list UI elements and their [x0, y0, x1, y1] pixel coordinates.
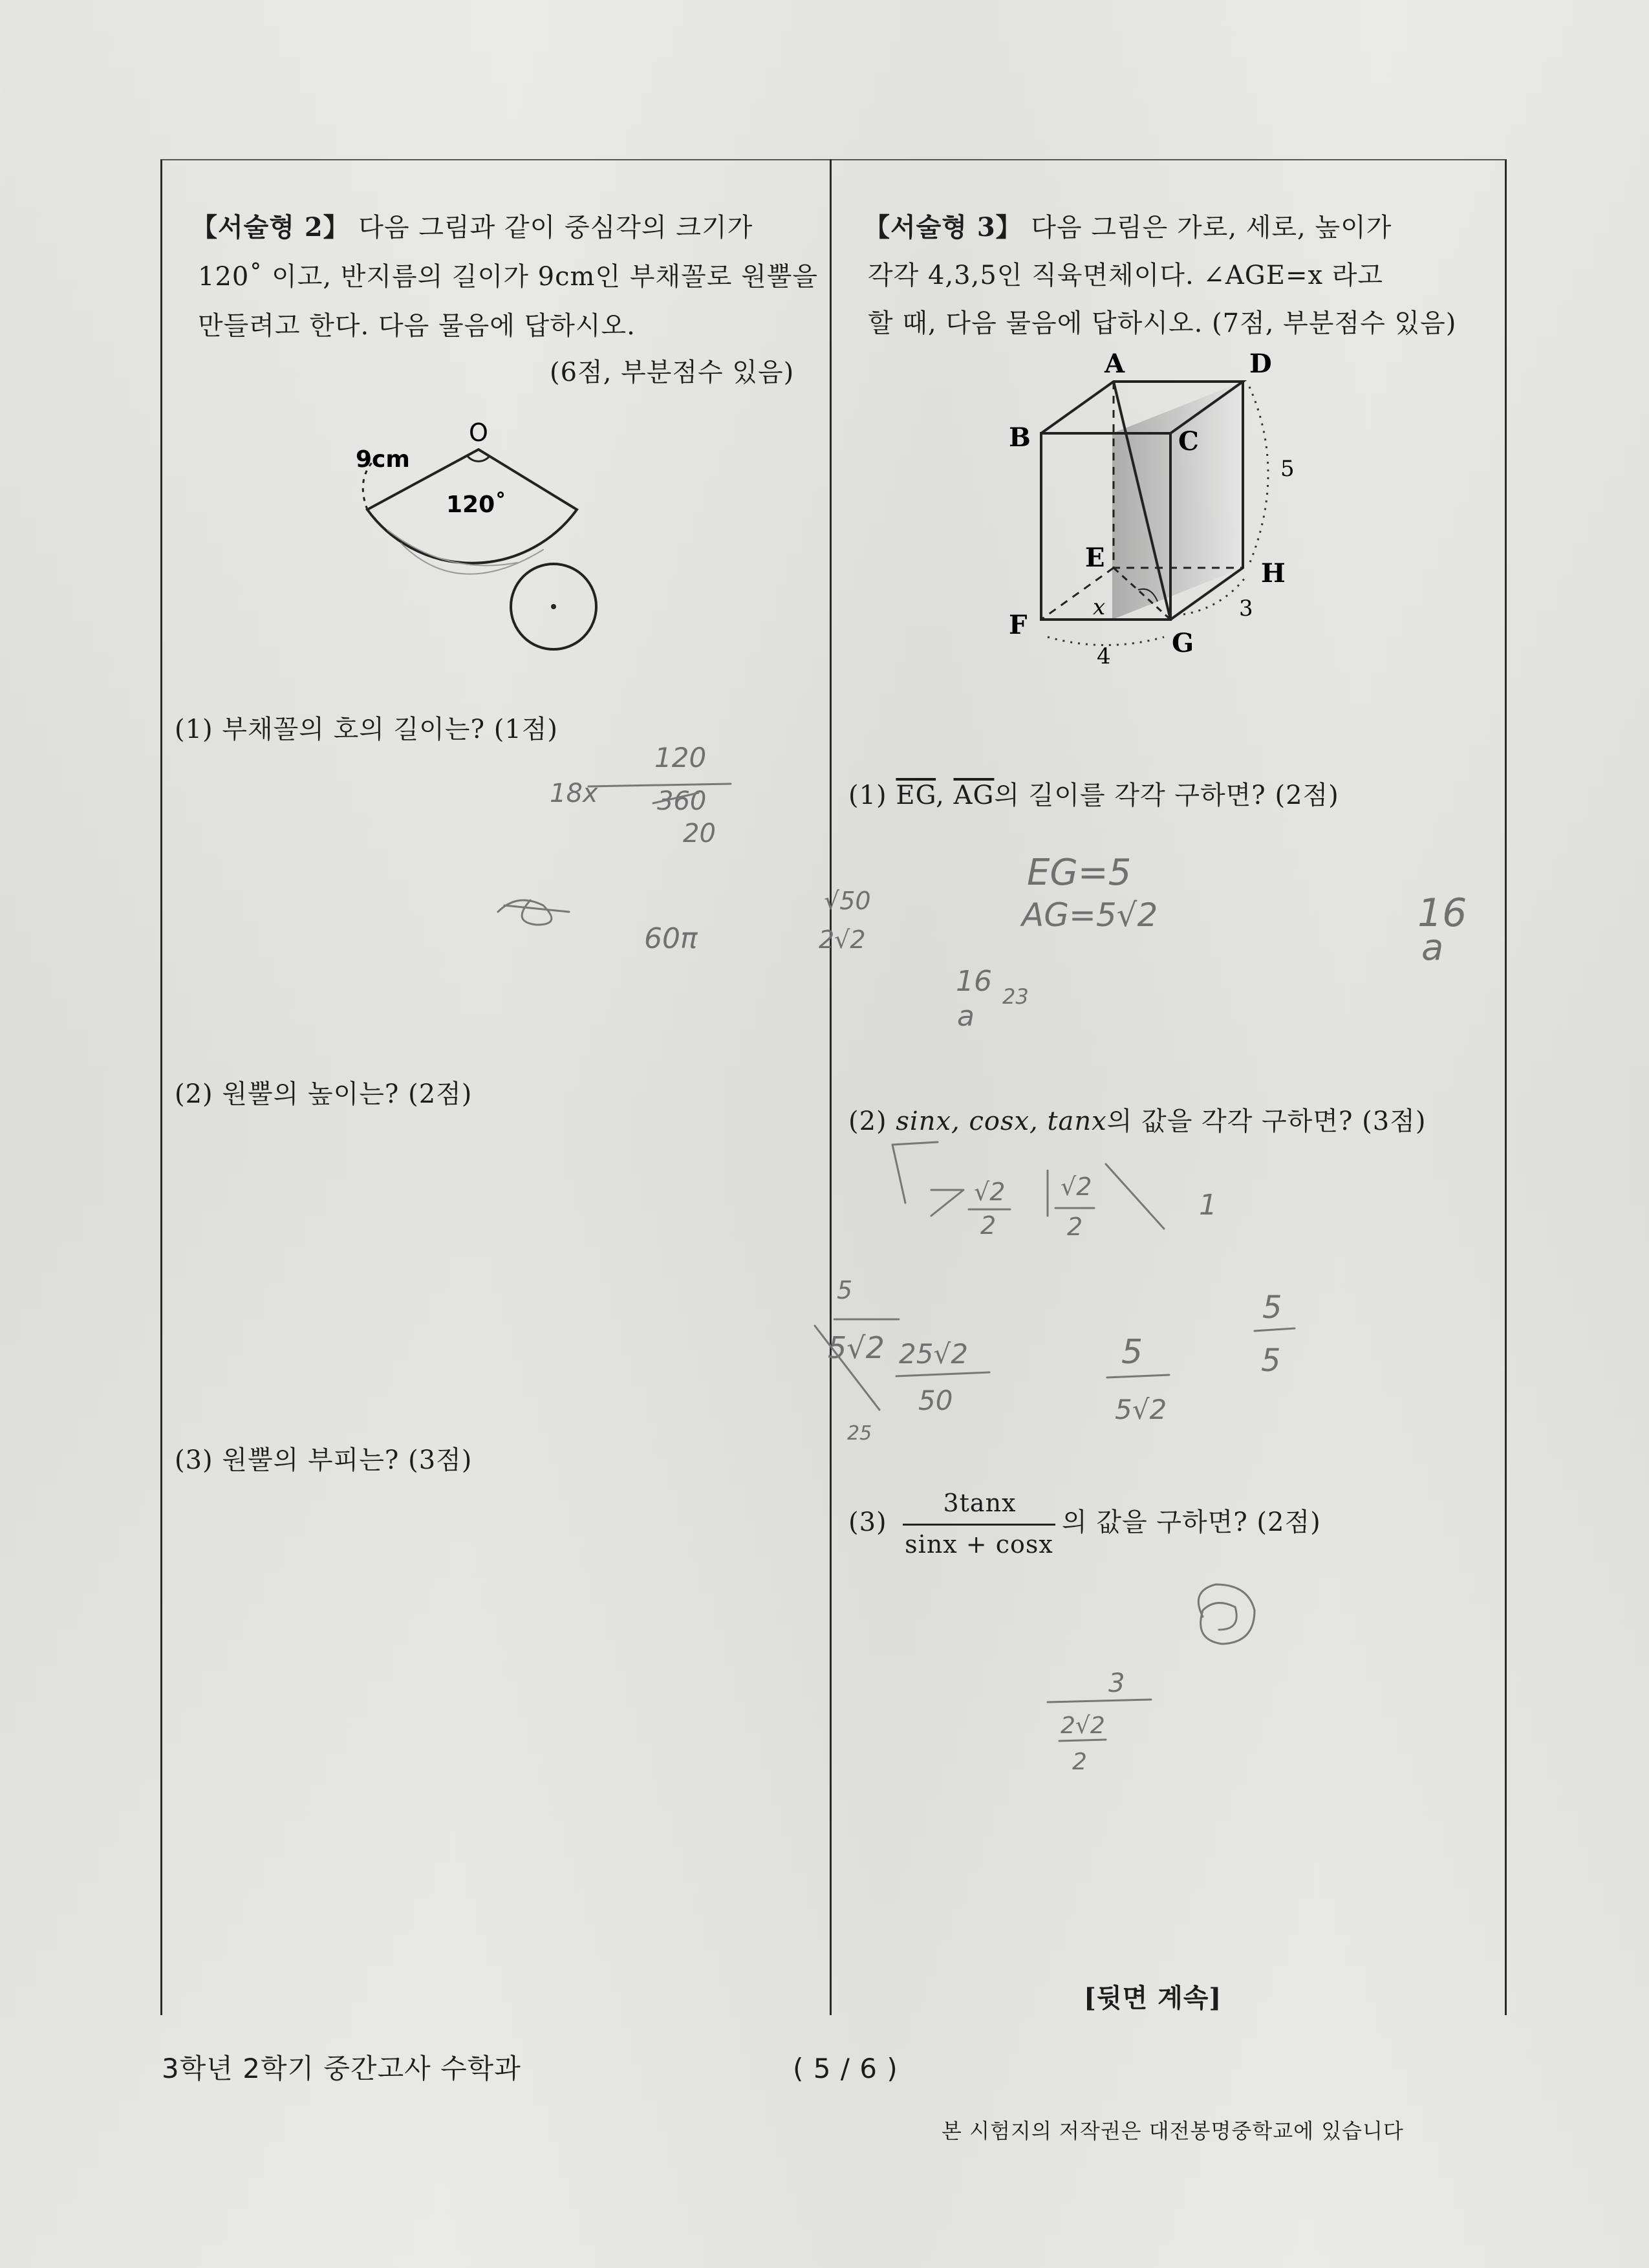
problem-2-question-1: (1) 부채꼴의 호의 길이는? (1점) — [175, 715, 559, 744]
hand-16b: 16 — [956, 965, 992, 998]
problem-2-line-1: 【서술형 2】 다음 그림과 같이 중심각의 크기가 — [191, 212, 753, 243]
problem-2-question-3: (3) 원뿔의 부피는? (3점) — [175, 1445, 473, 1475]
problem-2-line-3: 만들려고 한다. 다음 물음에 답하시오. — [198, 311, 636, 341]
vertex-D: D — [1249, 349, 1272, 379]
problem-3-line-2: 각각 4,3,5인 직육면체이다. ∠AGE=x 라고 — [868, 261, 1384, 290]
label-O: O — [469, 418, 488, 447]
hand-bar-5 — [1107, 1375, 1169, 1377]
vertex-G: G — [1172, 628, 1194, 658]
hand-scribble-circle — [1198, 1584, 1255, 1644]
continue-notice: [뒷면 계속] — [1084, 1983, 1222, 2013]
segment-EG: $\overline{EG}$ — [896, 781, 936, 810]
hand-ab: a — [957, 1000, 975, 1033]
hand-AG: AG=5√2 — [1022, 896, 1158, 934]
hand-root-50: √50 — [824, 887, 871, 915]
footer-exam-title: 3학년 2학기 중간고사 수학과 — [162, 2053, 521, 2084]
footer-copyright: 본 시험지의 저작권은 대전봉명중학교에 있습니다 — [942, 2119, 1404, 2143]
length-5: 5 — [1280, 456, 1295, 482]
hand-5a: 5 — [837, 1276, 853, 1304]
hand-16: 16 — [1417, 891, 1467, 936]
hand-left-expr: 18x — [550, 779, 598, 808]
problem-3-question-2: (2) sinx, cosx, tanx의 값을 각각 구하면? (3점) — [848, 1107, 1427, 1136]
vertex-B: B — [1009, 422, 1031, 453]
hand-3: 3 — [1108, 1669, 1125, 1698]
hand-50: 50 — [918, 1385, 953, 1416]
hand-bar-sub — [1059, 1740, 1106, 1741]
hand-cos-den: 2 — [1067, 1213, 1083, 1241]
problem-2-question-2: (2) 원뿔의 높이는? (2점) — [175, 1079, 473, 1109]
hand-fraction-den-2: 20 — [683, 819, 716, 848]
hand-2-root-2b: 2√2 — [1061, 1712, 1105, 1739]
length-3: 3 — [1239, 596, 1253, 621]
hand-fraction-den: 360 — [657, 786, 707, 816]
hand-25-root-2: 25√2 — [899, 1338, 968, 1370]
hand-60pi: 60π — [644, 922, 698, 955]
sector-cone-figure — [349, 414, 621, 660]
dim-arc-5 — [1249, 387, 1268, 564]
footer-page-number: ( 5 / 6 ) — [793, 2053, 898, 2084]
hand-2b: 2 — [1072, 1749, 1087, 1775]
hand-5b: 5 — [1121, 1333, 1143, 1372]
vertex-A: A — [1105, 349, 1125, 379]
base-circle-center — [551, 604, 556, 609]
hand-marks-1 — [892, 1142, 964, 1216]
vertex-C: C — [1178, 426, 1199, 457]
problem-2-header: 【서술형 2】 — [191, 212, 350, 243]
hand-23: 23 — [1002, 984, 1029, 1009]
hand-5c: 5 — [1262, 1290, 1282, 1326]
vertex-F: F — [1009, 610, 1028, 640]
hand-a: a — [1421, 927, 1444, 969]
problem-2-points: (6점, 부분점수 있음) — [550, 358, 795, 387]
hand-5-root-2b: 5√2 — [1115, 1394, 1167, 1425]
hand-sin-num: √2 — [974, 1178, 1006, 1206]
left-handwriting — [491, 731, 828, 964]
label-angle: 120˚ — [446, 491, 507, 518]
hand-sin-den: 2 — [980, 1211, 997, 1240]
vertex-H: H — [1261, 558, 1286, 589]
hand-bar-5c — [1255, 1328, 1295, 1331]
problem-2-line-2: 120˚ 이고, 반지름의 길이가 9cm인 부채꼴로 원뿔을 — [198, 262, 819, 292]
label-radius: 9cm — [356, 446, 410, 473]
hand-5-root-2: 5√2 — [828, 1330, 885, 1365]
hand-tan: 1 — [1199, 1189, 1217, 1222]
right-handwriting — [802, 828, 1513, 1811]
angle-arc — [467, 455, 490, 461]
hand-bar-3 — [1048, 1700, 1151, 1702]
hand-cos-num: √2 — [1061, 1172, 1092, 1201]
cuboid-figure — [996, 349, 1332, 673]
fraction-denominator: sinx + cosx — [905, 1530, 1053, 1559]
problem-3-header: 【서술형 3】 — [864, 212, 1022, 243]
hand-scribble — [498, 900, 569, 925]
hand-5d: 5 — [1261, 1343, 1281, 1379]
pencil-scribble — [388, 530, 543, 574]
fraction-numerator: 3tanx — [943, 1489, 1017, 1517]
hand-fraction-num: 120 — [654, 742, 707, 773]
angle-x-label: x — [1093, 594, 1106, 620]
hand-25: 25 — [847, 1422, 872, 1445]
segment-AG: $\overline{AG}$ — [953, 781, 995, 810]
problem-3-line-1: 【서술형 3】 다음 그림은 가로, 세로, 높이가 — [864, 212, 1392, 243]
hand-bar-25 — [896, 1372, 989, 1376]
length-4: 4 — [1097, 643, 1111, 669]
hand-2-root-2: 2√2 — [819, 925, 866, 954]
hand-EG: EG=5 — [1027, 852, 1132, 894]
hand-slash — [1106, 1164, 1164, 1229]
problem-3-line-3: 할 때, 다음 물음에 답하시오. (7점, 부분점수 있음) — [868, 308, 1457, 338]
vertex-E: E — [1085, 543, 1105, 573]
problem-3-question-1: (1) $\overline{EG}$, $\overline{AG}$의 길이를 각각 구하면? (2점) — [848, 781, 1339, 810]
